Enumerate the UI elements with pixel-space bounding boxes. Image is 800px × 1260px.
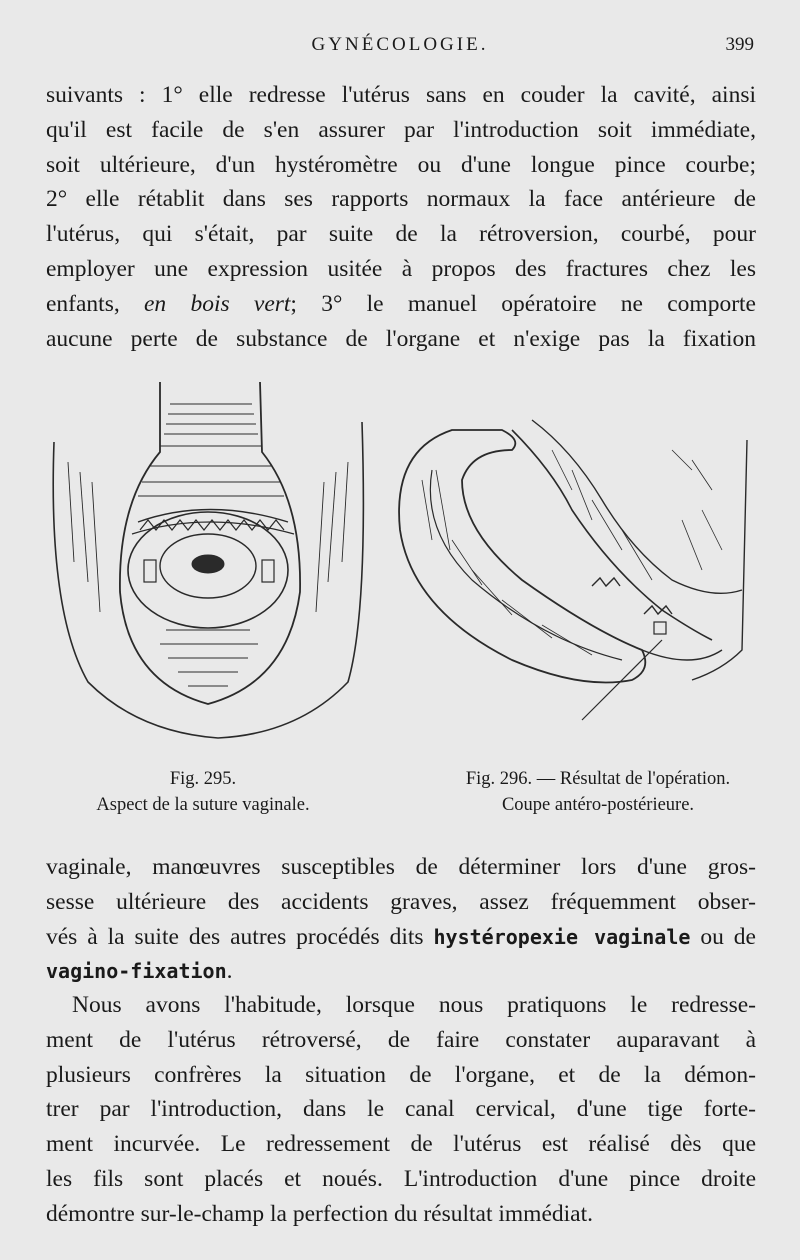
text-line: ment incurvée. Le redressement de l'utérus est réalisé dès que (46, 1131, 756, 1158)
text-line-with-italic (46, 287, 756, 322)
paragraph-middle (46, 850, 756, 989)
text-line: 2° elle rétablit dans ses rapports normaux la face antérieure de (46, 186, 756, 213)
running-head (0, 34, 800, 58)
figure-296-title: — Résultat de l'opération. (532, 769, 731, 789)
figure-295-vaginal-suture-illustration (48, 382, 370, 760)
paragraph-top (46, 78, 756, 356)
figure-295-label: Fig. 295. (169, 769, 237, 789)
bold-term: vagino-fixation (46, 959, 227, 984)
text-segment: ou de (690, 923, 756, 950)
figure-296-caption (430, 766, 766, 818)
figure-296-sagittal-section-illustration (392, 410, 756, 730)
text-line: trer par l'introduction, dans le canal cervical, d'une tige forte- (46, 1096, 756, 1123)
bold-term: hystéropexie vaginale (433, 924, 691, 949)
text-line: vaginale, manœuvres susceptibles de déterminer lors d'une gros- (46, 854, 756, 880)
text-line: démontre sur-le-champ la perfection du résultat immédiat. (46, 1200, 594, 1227)
text-line: Nous avons l'habitude, lorsque nous pratiquons le redresse- (72, 992, 756, 1018)
text-segment: . (226, 958, 233, 985)
text-line: suivants : 1° elle redresse l'utérus sans en couder la cavité, ainsi (46, 82, 756, 108)
italic-phrase: en bois vert (144, 290, 291, 317)
figure-296-caption-text: Coupe antéro-postérieure. (501, 795, 695, 815)
text-segment: enfants, (46, 290, 144, 317)
text-line: qu'il est facile de s'en assurer par l'introduction soit immédiate, (46, 116, 756, 143)
text-line: soit ultérieure, d'un hystéromètre ou d'une longue pince courbe; (46, 151, 756, 178)
text-line: aucune perte de substance de l'organe et n'exige pas la fixation (46, 325, 756, 352)
text-line: sesse ultérieure des accidents graves, assez fréquemment obser- (46, 888, 756, 915)
figure-295-caption (58, 766, 348, 818)
text-segment: ; 3° le manuel opératoire ne comporte (290, 290, 756, 317)
text-line: ment de l'utérus rétroversé, de faire constater auparavant à (46, 1026, 756, 1053)
page-number: 399 (725, 34, 754, 55)
running-title: GYNÉCOLOGIE. (311, 34, 489, 55)
text-line: les fils sont placés et noués. L'introduction d'une pince droite (46, 1165, 756, 1192)
text-line: l'utérus, qui s'était, par suite de la rétroversion, courbé, pour (46, 221, 756, 248)
text-line-with-bold (46, 954, 756, 989)
text-segment: vés à la suite des autres procédés dits (46, 923, 434, 950)
figure-296-label: Fig. 296. (465, 769, 533, 789)
text-line: plusieurs confrères la situation de l'organe, et de la démon- (46, 1061, 756, 1088)
text-line-with-bold (46, 920, 756, 955)
text-line: employer une expression usitée à propos des fractures chez les (46, 255, 756, 282)
figure-295-caption-text: Aspect de la suture vaginale. (96, 795, 310, 815)
paragraph-bottom (46, 988, 756, 1232)
